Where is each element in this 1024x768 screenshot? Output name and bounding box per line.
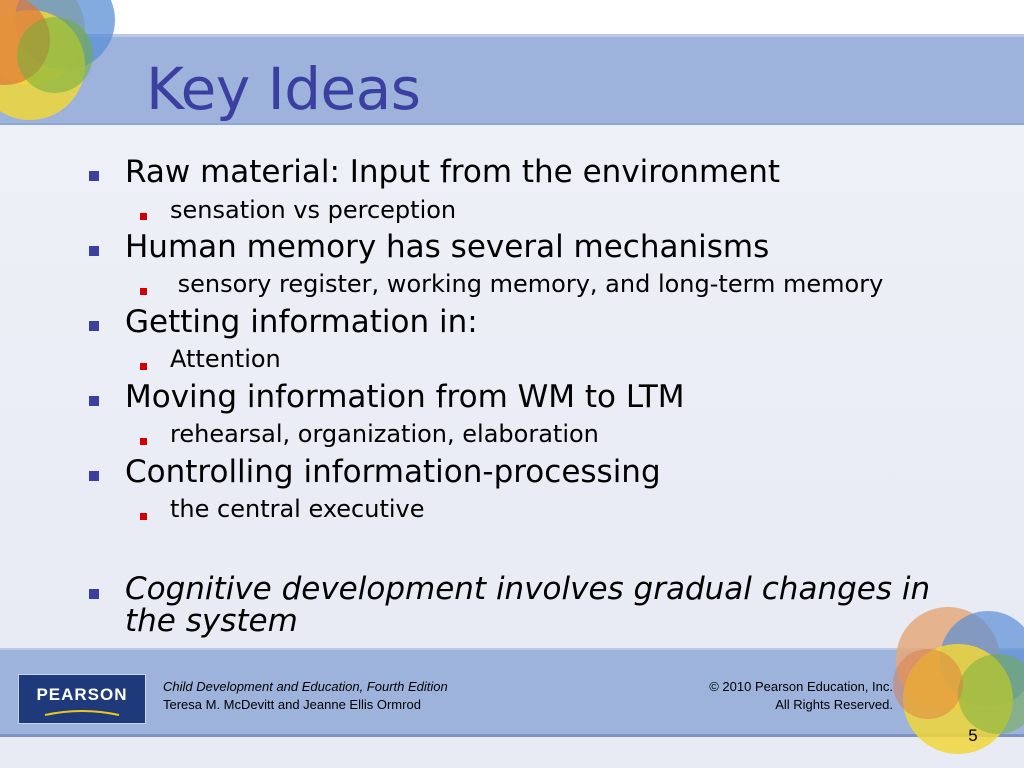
- logo-swoosh-icon: [43, 709, 121, 717]
- bullet-square-icon: [89, 246, 99, 256]
- logo-text: PEARSON: [36, 685, 128, 704]
- book-authors: Teresa M. McDevitt and Jeanne Ellis Ormrod: [163, 697, 421, 712]
- footer-credits: [163, 678, 448, 714]
- sub-bullet-square-icon: [140, 363, 147, 370]
- bullet-square-icon: [89, 171, 99, 181]
- copyright-text: © 2010 Pearson Education, Inc.: [709, 679, 893, 694]
- sub-bullet-point: sensory register, working memory, and long-term memory: [170, 270, 884, 298]
- footer-copyright: [600, 678, 893, 714]
- sub-bullet-square-icon: [140, 213, 147, 220]
- sub-bullet-square-icon: [140, 438, 147, 445]
- sub-bullet-point: sensation vs perception: [170, 196, 457, 224]
- final-bullet-point: Cognitive development involves gradual changes in the system: [125, 571, 931, 639]
- sub-bullet-square-icon: [140, 288, 147, 295]
- book-title: Child Development and Education, Fourth Edition: [163, 679, 448, 694]
- rights-text: All Rights Reserved.: [775, 697, 893, 712]
- bullet-point: Raw material: Input from the environment: [125, 154, 781, 190]
- sub-bullet-point: the central executive: [170, 495, 425, 523]
- sub-bullet-point: Attention: [170, 345, 281, 373]
- bullet-square-icon: [89, 321, 99, 331]
- sub-bullet-square-icon: [140, 513, 147, 520]
- slide-title: Key Ideas: [146, 55, 421, 123]
- sub-bullet-point: rehearsal, organization, elaboration: [170, 420, 599, 448]
- pearson-logo: [18, 674, 146, 724]
- bullet-point: Getting information in:: [125, 304, 478, 340]
- bullet-point: Controlling information-processing: [125, 454, 661, 490]
- bullet-point: Human memory has several mechanisms: [125, 229, 770, 265]
- bullet-point: Moving information from WM to LTM: [125, 379, 685, 415]
- bullet-square-icon: [89, 396, 99, 406]
- page-number: 5: [968, 726, 978, 745]
- footer-divider: [0, 734, 1024, 737]
- decorative-circles-bottom-right: [878, 604, 1024, 768]
- bullet-square-icon: [89, 589, 99, 599]
- bullet-square-icon: [89, 471, 99, 481]
